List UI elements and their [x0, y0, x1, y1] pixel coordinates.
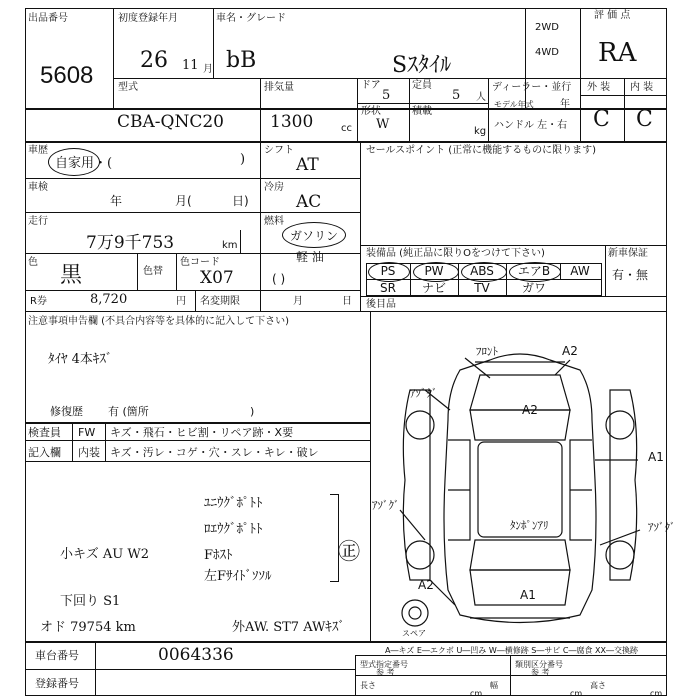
rule: [525, 8, 526, 108]
shift-label: シフト: [264, 145, 294, 156]
rule: [25, 212, 361, 213]
interior-items: キズ・汚レ・コゲ・穴・スレ・キレ・破レ: [110, 446, 319, 459]
car-name-label: 車名・グレード: [216, 13, 286, 24]
usage-close: ): [240, 152, 246, 167]
type-ref-label: 参 考: [531, 668, 550, 677]
rule: [113, 78, 581, 79]
spare-label: スペア: [402, 629, 426, 638]
rule: [25, 108, 667, 110]
displacement-unit: cc: [341, 123, 352, 134]
circle-abs: [461, 262, 507, 282]
rule: [137, 253, 138, 290]
rule: [506, 263, 507, 296]
rule: [488, 78, 489, 141]
diag-label-right-low: ｱｿﾞｸﾞ: [648, 521, 676, 534]
first-reg-month-unit: 月: [203, 64, 213, 75]
hw-brace: [330, 494, 339, 582]
color-code-value: X07: [200, 268, 234, 288]
color-code-label: 色コード: [180, 257, 220, 268]
rule: [25, 641, 667, 643]
type-no-label: 類別区分番号: [515, 660, 563, 669]
circle-pw: [413, 262, 459, 282]
capacity-value: 5: [452, 88, 461, 103]
new-warranty-label: 新車保証: [608, 248, 648, 259]
registration-label: 登録番号: [35, 677, 79, 690]
fw-items: キズ・飛石・ヒビ割・リペア跡・X要: [110, 426, 294, 439]
lot-label: 出品番号: [28, 13, 68, 24]
rule: [410, 263, 411, 296]
hw-line5: 小キズ AU W2: [60, 547, 149, 562]
rule: [360, 245, 667, 246]
repair-value: 有 (箇所: [108, 405, 149, 418]
inspector-interior-label: 内装: [78, 446, 100, 459]
shape-label: 形状: [361, 106, 381, 117]
notes-label: 注意事項申告欄 (不具合内容等を具体的に記入して下さい): [28, 316, 289, 327]
equip-airbag: エアB: [517, 264, 551, 278]
rule: [72, 422, 73, 461]
color-change-label: 色替: [143, 266, 163, 277]
spec-no-label: 型式指定番号: [360, 660, 408, 669]
length-label: 長さ: [360, 681, 376, 690]
hw-line8: 外AW. ST7 AWｷｽﾞ: [232, 620, 345, 635]
shape-value: W: [376, 117, 390, 132]
title-month: 月: [293, 296, 303, 307]
first-reg-year: 26: [140, 48, 168, 73]
selling-points-label: セールスポイント (正常に機能するものに限ります): [366, 145, 597, 156]
grade-value: RA: [598, 38, 637, 68]
recycle-value: 8,720: [90, 292, 128, 307]
fuel-gasoline: ガソリン: [290, 229, 339, 243]
equip-abs: ABS: [470, 264, 494, 278]
usage-value: 自家用・(: [55, 156, 113, 171]
rule: [260, 141, 261, 311]
hw-line1: ﾕﾆｳｸﾞﾎﾟﾄﾄ: [204, 496, 263, 511]
equip-sr: SR: [380, 281, 396, 295]
rule: [25, 311, 667, 312]
diag-label-a2-top: A2: [562, 344, 578, 358]
rule: [260, 78, 261, 141]
drive-4wd: 4WD: [535, 47, 559, 58]
rule: [25, 440, 370, 441]
equip-gawa: ガワ: [521, 281, 546, 295]
color-value: 黒: [60, 263, 83, 288]
hw-line2: ﾛｴｳｸﾞﾎﾟﾄﾄ: [204, 522, 263, 537]
rule: [25, 141, 667, 143]
color-label: 色: [28, 257, 38, 268]
repair-label: 修復歴: [50, 405, 83, 418]
equip-aw: AW: [570, 264, 590, 278]
notes-text: ﾀｲﾔ 4本ｷｽﾞ: [48, 352, 113, 367]
inspection-label: 車検: [28, 182, 48, 193]
rule: [409, 78, 410, 141]
diag-label-a1-rear: A1: [520, 588, 536, 602]
hw-line7: オド 79754 km: [40, 620, 136, 635]
doors-label: ドア: [361, 80, 381, 91]
model-year-unit: 年: [560, 99, 570, 110]
doors-value: 5: [382, 88, 391, 103]
inspection-year: 年: [110, 194, 123, 208]
ac-label: 冷房: [264, 182, 284, 193]
capacity-label: 定員: [412, 80, 432, 91]
model-label: 型式: [118, 82, 138, 93]
rule: [113, 8, 114, 108]
rule: [195, 290, 196, 311]
rule: [605, 245, 606, 296]
interior-label: 内 装: [630, 82, 654, 93]
chassis-value: 0064336: [158, 645, 234, 665]
new-warranty-value: 有・無: [612, 268, 649, 282]
load-unit: kg: [474, 126, 487, 137]
rule: [25, 290, 361, 291]
shift-value: AT: [296, 155, 319, 175]
diag-label-left-top: ｱｿﾞｸﾞ: [410, 387, 438, 400]
hw-line6: 下回り S1: [60, 594, 121, 609]
rule: [25, 178, 361, 179]
lot-number: 5608: [40, 62, 94, 89]
length-cm: cm: [470, 689, 483, 698]
fuel-label: 燃料: [264, 216, 284, 227]
model-year-label: モデル年式: [494, 100, 534, 109]
diag-label-a2-roof: A2: [522, 403, 538, 417]
diag-label-left-mid: ｱｿﾞｸﾞ: [372, 499, 400, 512]
fuel-circle: [282, 222, 346, 248]
grade-name: Sｽﾀｲﾙ: [392, 53, 452, 78]
chassis-label: 車台番号: [35, 649, 79, 662]
repair-close: ): [250, 405, 255, 418]
first-reg-month: 11: [182, 58, 199, 73]
diag-label-a1-right: A1: [648, 450, 664, 464]
rule: [357, 78, 358, 141]
spec-ref-label: 参 考: [376, 668, 395, 677]
diag-label-tanpon: ﾀﾝﾎﾟﾝｱﾘ: [510, 519, 549, 532]
rule: [355, 675, 667, 676]
displacement-value: 1300: [270, 112, 314, 132]
equip-navi: ナビ: [421, 281, 446, 295]
first-reg-label: 初度登録年月: [118, 13, 178, 24]
mileage-unit: km: [222, 240, 238, 251]
load-label: 積載: [412, 106, 432, 117]
rule: [360, 141, 361, 311]
rule: [458, 263, 459, 296]
interior-value: C: [636, 107, 653, 132]
width-label: 幅: [490, 681, 498, 690]
height-label: 高さ: [590, 681, 606, 690]
rule: [25, 422, 370, 424]
rule: [624, 78, 625, 141]
rule: [176, 253, 177, 290]
exterior-value: C: [593, 107, 610, 132]
exterior-label: 外 装: [587, 82, 611, 93]
inspector-label1: 検査員: [28, 426, 61, 439]
hw-line3: Fﾎｽﾄ: [204, 548, 233, 563]
equip-tv: TV: [474, 281, 490, 295]
height-cm: cm: [650, 689, 663, 698]
rule: [240, 230, 241, 253]
rule: [25, 461, 370, 462]
equip-ps: PS: [380, 264, 396, 278]
equip-pw: PW: [424, 264, 444, 278]
diag-label-a2-low: A2: [418, 578, 434, 592]
title-deadline-label: 名変期限: [200, 296, 240, 307]
title-day: 日: [342, 296, 352, 307]
inspector-label2: 記入欄: [28, 446, 61, 459]
diag-label-front: ﾌﾛﾝﾄ: [476, 345, 498, 358]
recycle-unit: 円: [176, 296, 186, 307]
damage-legend: A―キズ E―エクボ U―凹み W―横修跡 S―サビ C―腐食 XX―交換跡: [385, 646, 639, 655]
mileage-label: 走行: [28, 216, 48, 227]
rule: [357, 103, 488, 104]
fw-label: FW: [78, 426, 96, 439]
usage-circle: [48, 148, 100, 176]
capacity-unit: 人: [476, 92, 486, 103]
ac-value: AC: [296, 192, 322, 212]
dealer-label: ディーラー・並行: [492, 82, 572, 93]
width-cm: cm: [570, 689, 583, 698]
hw-sign: ㊣: [338, 540, 361, 565]
recycle-label: R券: [30, 296, 47, 307]
inspection-month: 月(: [175, 194, 192, 208]
displacement-label: 排気量: [264, 82, 294, 93]
mileage-value: 7万9千753: [86, 233, 175, 253]
hw-line4: 左Fｻｲﾄﾞｿｿﾙ: [204, 569, 272, 584]
fuel-paren: ( ): [272, 272, 286, 286]
rule: [105, 422, 106, 461]
handle-label: ハンドル 左・右: [494, 120, 568, 131]
fuel-light-oil: 軽 油: [296, 250, 324, 264]
circle-airbag: [509, 262, 561, 282]
equipment-label: 装備品 (純正品に限りOをつけて下さい): [366, 248, 545, 259]
car-name: bB: [226, 48, 257, 73]
usage-label: 車歴: [28, 145, 48, 156]
rule: [360, 296, 667, 297]
grade-label: 評 価 点: [594, 10, 631, 21]
drive-2wd: 2WD: [535, 22, 559, 33]
inspection-day: 日): [232, 194, 249, 208]
circle-ps: [368, 262, 410, 282]
rule: [95, 641, 96, 696]
rule: [580, 8, 581, 141]
model-value: CBA-QNC20: [117, 112, 224, 132]
back-seat-label: 後目品: [366, 299, 396, 310]
rule: [213, 8, 214, 78]
rule: [25, 669, 355, 670]
